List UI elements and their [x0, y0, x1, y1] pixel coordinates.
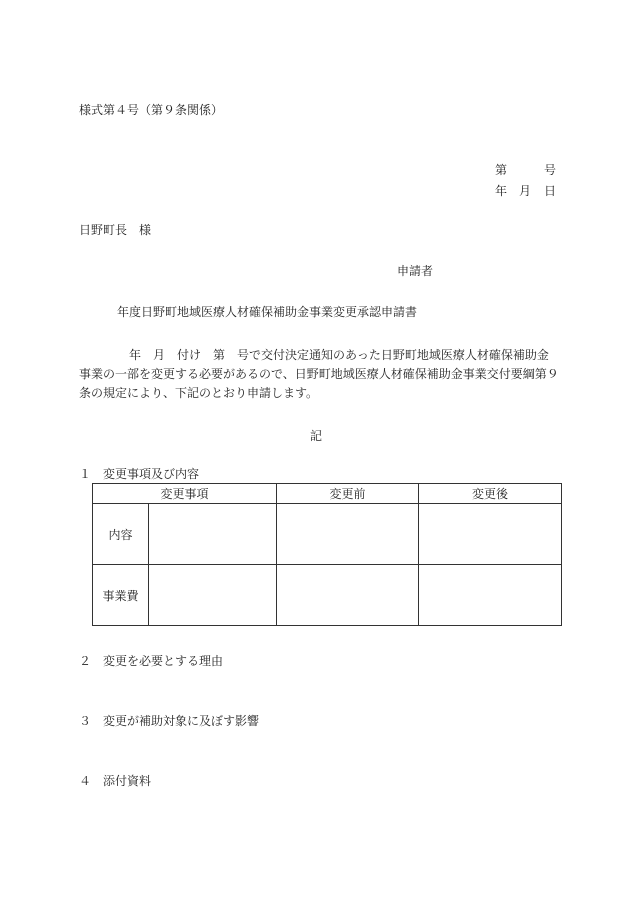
document-title: 年度日野町地域医療人材確保補助金事業変更承認申請書: [117, 305, 418, 319]
section-3-heading: ３ 変更が補助対象に及ぼす影響: [79, 714, 260, 728]
header-change-item: 変更事項: [93, 484, 277, 504]
doc-number-go: 号: [544, 163, 557, 177]
date-month: 月: [519, 184, 532, 198]
section-4-heading: ４ 添付資料: [79, 774, 152, 788]
body-text: 年 月 付け 第 号で交付決定通知のあった日野町地域医療人材確保補助金事業の一部を変更する必要があるので、日野町地域医療人材確保補助金事業交付要綱第９条の規定により、下記のとおり申請します。: [79, 348, 559, 400]
form-number: 様式第４号（第９条関係）: [79, 103, 224, 117]
table-header-row: [93, 484, 562, 504]
cell-cost-before[interactable]: [277, 565, 419, 626]
doc-number-dai: 第: [495, 163, 508, 177]
header-before: 変更前: [277, 484, 419, 504]
section-1-heading: １ 変更事項及び内容: [79, 467, 200, 481]
applicant-label: 申請者: [397, 264, 434, 278]
cell-content-before[interactable]: [277, 504, 419, 565]
date-day: 日: [544, 184, 557, 198]
header-after: 変更後: [419, 484, 562, 504]
cell-cost-after[interactable]: [419, 565, 562, 626]
date-year: 年: [495, 184, 508, 198]
row-label-cost: 事業費: [93, 565, 149, 626]
cell-content-detail[interactable]: [149, 504, 277, 565]
cell-content-after[interactable]: [419, 504, 562, 565]
table-row: [93, 504, 562, 565]
section-2-heading: ２ 変更を必要とする理由: [79, 654, 224, 668]
row-label-content: 内容: [93, 504, 149, 565]
change-table: [92, 483, 562, 626]
table-row: [93, 565, 562, 626]
ki-heading: 記: [310, 429, 323, 443]
cell-cost-detail[interactable]: [149, 565, 277, 626]
addressee: 日野町長 様: [79, 223, 152, 237]
